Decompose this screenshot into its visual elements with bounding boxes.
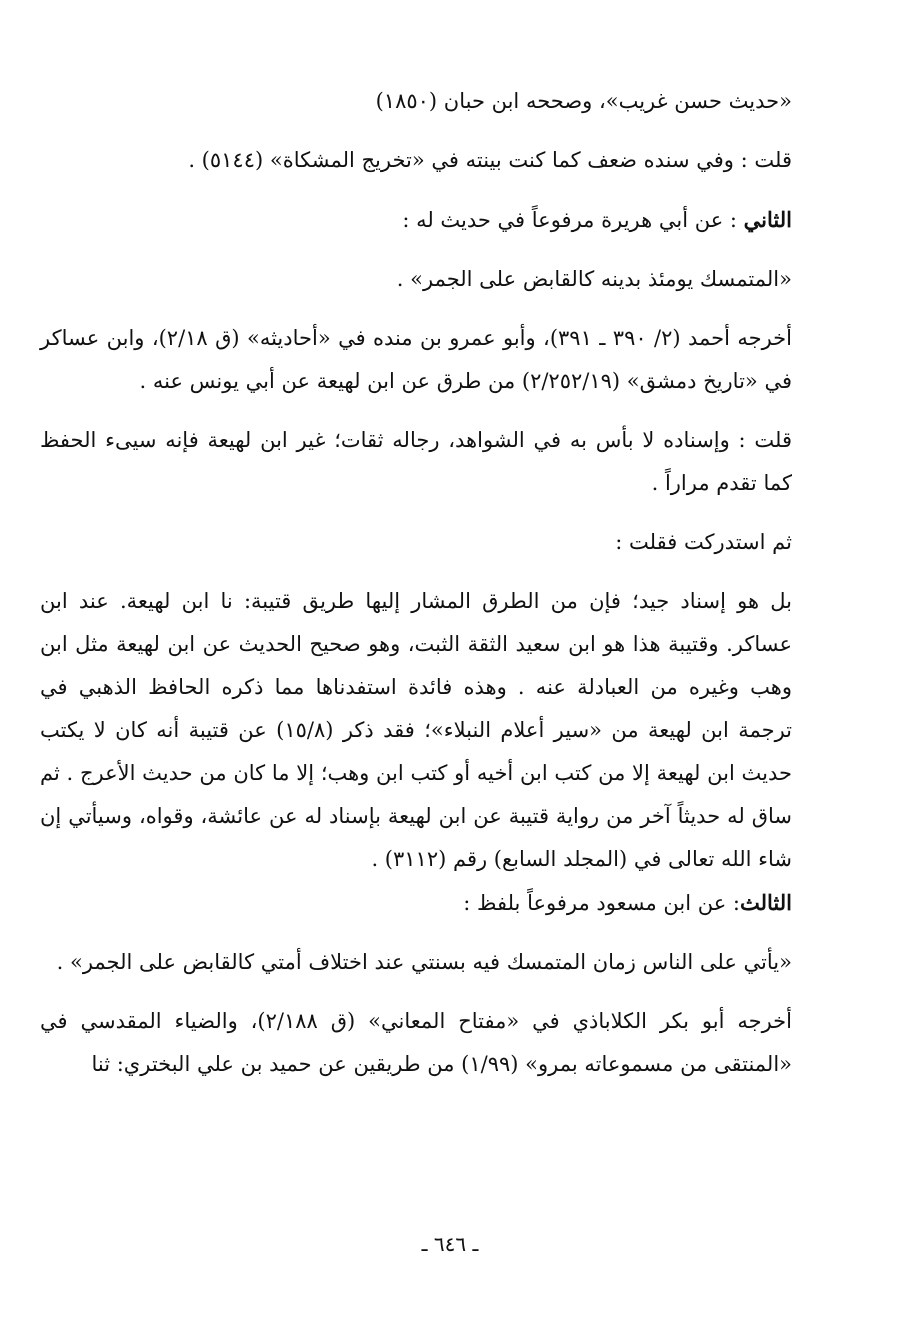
spacer <box>40 182 792 198</box>
paragraph-takhrij-1: أخرجه أحمد (٢/ ٣٩٠ ـ ٣٩١)، وأبو عمرو بن منده في «أحاديثه» (ق ٢/١٨)، وابن عساكر في «تاريخ دمشق» (٢/٢٥٢/١٩) من طرق عن ابن لهيعة عن أبي يونس عنه . <box>40 326 792 393</box>
heading-second: الثاني <box>743 207 792 232</box>
page-number: ـ ٦٤٦ ـ <box>421 1232 479 1256</box>
spacer <box>40 505 792 521</box>
spacer <box>40 301 792 317</box>
paragraph-hadith-text-2: «يأتي على الناس زمان المتمسك فيه بسنتي عند اختلاف أمتي كالقابض على الجمر» . <box>56 950 792 974</box>
paragraph-isnad-jayyid: بل هو إسناد جيد؛ فإن من الطرق المشار إليها طريق قتيبة: نا ابن لهيعة. عند ابن عساكر. وقتيبة هذا هو ابن سعيد الثقة الثبت، وهو صحيح الحديث عن ابن لهيعة مثل ابن وهب وغيره من العبادلة عنه . وهذه فائدة استفدناها مما ذكره الحافظ الذهبي في ترجمة ابن لهيعة من «سير أعلام النبلاء»؛ فقد ذكر (١٥/٨) عن قتيبة أنه كان لا يكتب حديث ابن لهيعة إلا من كتب ابن أخيه أو كتب ابن وهب؛ إلا ما كان من حديث الأعرج . ثم ساق له حديثاً آخر من رواية قتيبة عن ابن لهيعة بإسناد له عن عائشة، وقواه، وسيأتي إن شاء الله تعالى في (المجلد السابع) رقم (٣١١٢) . <box>40 589 793 871</box>
paragraph-takhrij-2: أخرجه أبو بكر الكلاباذي في «مفتاح المعاني» (ق ٢/١٨٨)، والضياء المقدسي في «المنتقى من مسموعاته بمرو» (١/٩٩) من طريقين عن حميد بن علي البختري: ثنا <box>40 1009 792 1076</box>
heading-third: الثالث <box>740 890 792 915</box>
paragraph-hadith-text-1: «المتمسك يومئذ بدينه كالقابض على الجمر» . <box>396 267 792 291</box>
spacer <box>40 403 792 419</box>
spacer <box>40 564 792 580</box>
paragraph-second-heading <box>40 198 792 242</box>
spacer <box>40 242 792 258</box>
spacer <box>40 925 792 941</box>
paragraph-third-heading <box>40 881 792 925</box>
paragraph-istadraktu: ثم استدركت فقلت : <box>615 530 792 554</box>
document-page <box>40 80 792 1086</box>
paragraph-qultu-2: قلت : وإسناده لا بأس به في الشواهد، رجاله ثقات؛ غير ابن لهيعة فإنه سيىء الحفظ كما تقدم مراراً . <box>40 428 792 495</box>
heading-third-text: : عن ابن مسعود مرفوعاً بلفظ : <box>463 891 740 915</box>
paragraph-qultu-1: قلت : وفي سنده ضعف كما كنت بينته في «تخريج المشكاة» (٥١٤٤) . <box>188 148 792 172</box>
heading-second-text: : عن أبي هريرة مرفوعاً في حديث له : <box>402 208 744 232</box>
spacer <box>40 123 792 139</box>
spacer <box>40 984 792 1000</box>
paragraph-hadith-hasan: «حديث حسن غريب»، وصححه ابن حبان (١٨٥٠) <box>375 89 792 113</box>
